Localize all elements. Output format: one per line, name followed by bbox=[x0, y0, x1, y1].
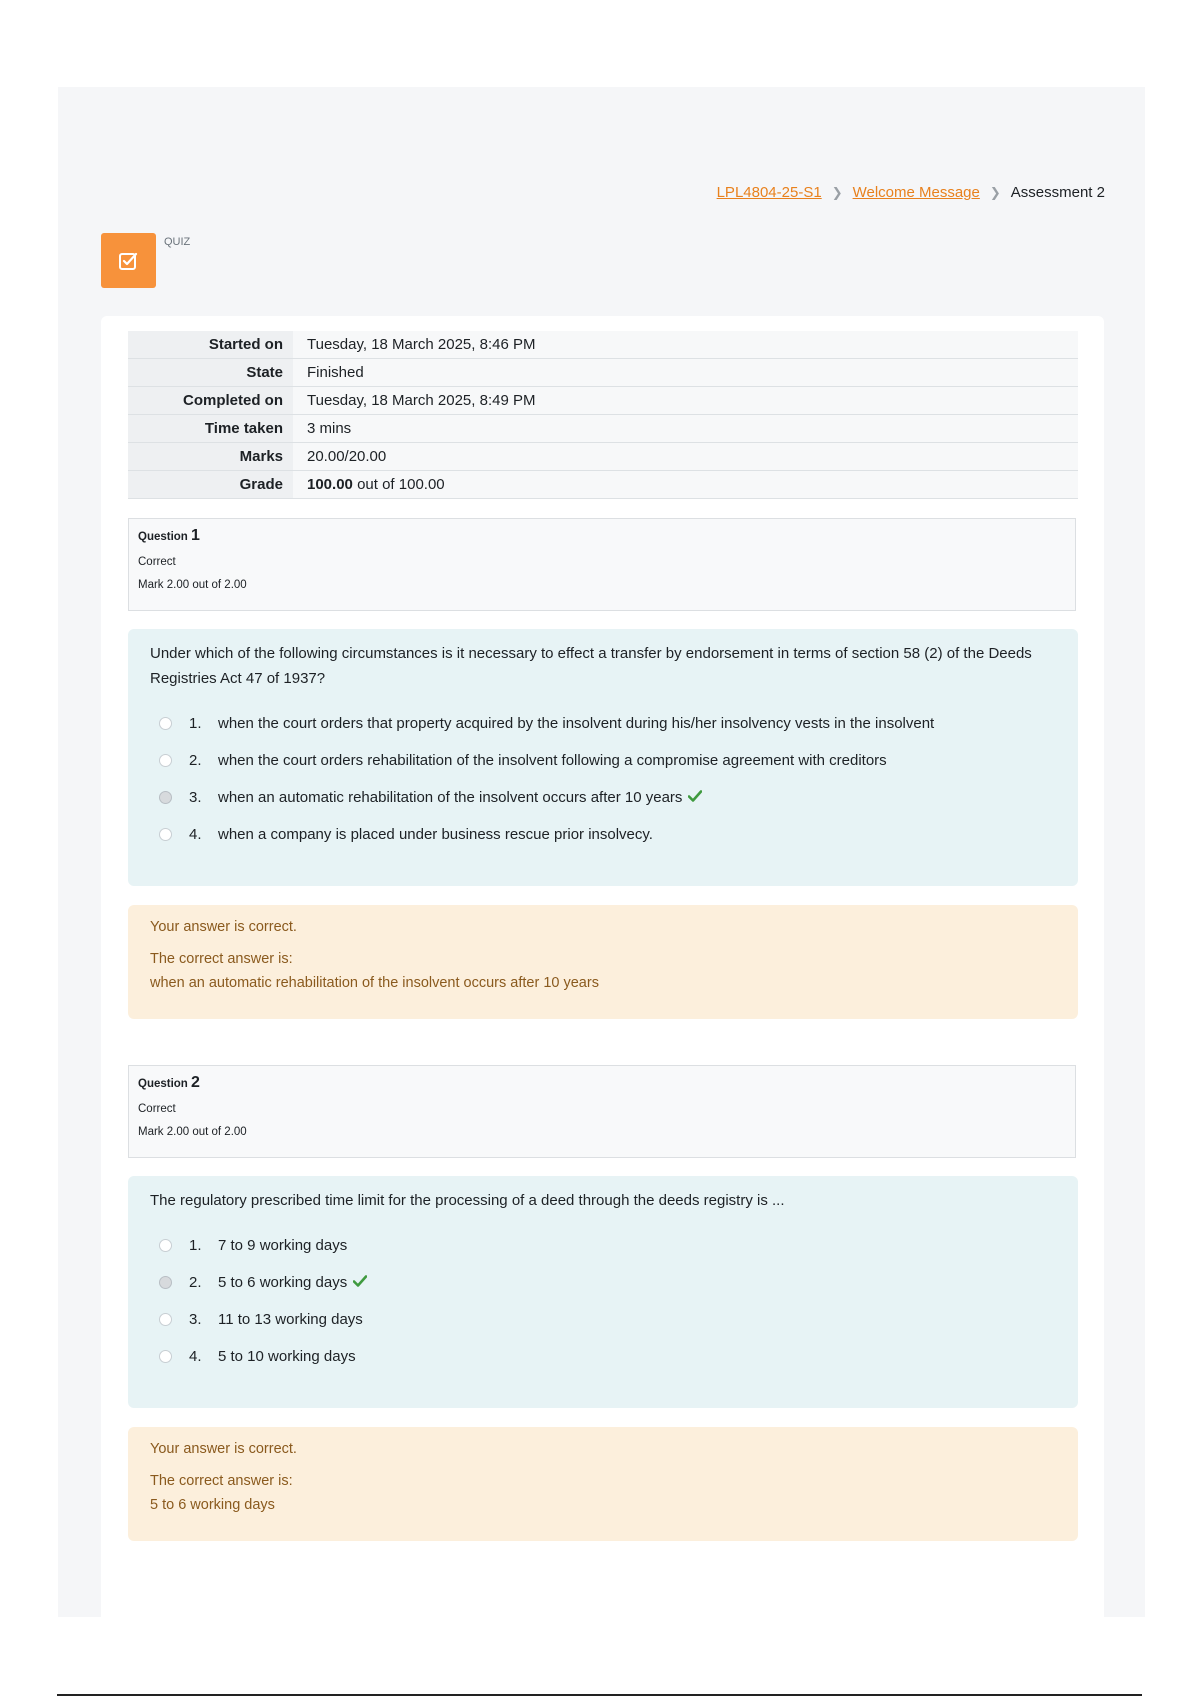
grade-suffix: out of 100.00 bbox=[357, 476, 445, 493]
summary-label: Started on bbox=[128, 331, 293, 359]
answer-radio[interactable] bbox=[159, 1350, 172, 1363]
question-info-box bbox=[128, 518, 1076, 611]
correct-check-icon bbox=[688, 789, 702, 806]
question-content bbox=[128, 629, 1078, 886]
answer-text: 11 to 13 working days bbox=[218, 1311, 363, 1328]
question-text: Under which of the following circumstances is it necessary to effect a transfer by endorsement in terms of section 58 (2) of the Deeds Registries Act 47 of 1937? bbox=[150, 645, 1032, 687]
answer-option[interactable] bbox=[150, 1301, 1056, 1338]
summary-row bbox=[128, 331, 1078, 359]
answer-number: 2. bbox=[189, 1274, 202, 1291]
answer-number: 4. bbox=[189, 1348, 202, 1365]
answer-radio[interactable] bbox=[159, 1313, 172, 1326]
breadcrumb-current: Assessment 2 bbox=[1010, 184, 1105, 201]
answer-text: 5 to 10 working days bbox=[218, 1348, 356, 1365]
answer-option[interactable] bbox=[150, 1227, 1056, 1264]
correct-answer-text: when an automatic rehabilitation of the insolvent occurs after 10 years bbox=[150, 975, 599, 991]
breadcrumb-section-link[interactable]: Welcome Message bbox=[852, 184, 980, 201]
answer-radio[interactable] bbox=[159, 717, 172, 730]
breadcrumb bbox=[717, 184, 1105, 201]
answer-radio[interactable] bbox=[159, 1239, 172, 1252]
answer-number: 4. bbox=[189, 826, 202, 843]
answer-number: 3. bbox=[189, 1311, 202, 1328]
answer-text: when a company is placed under business rescue prior insolvecy. bbox=[218, 826, 653, 843]
answer-option[interactable] bbox=[150, 705, 1056, 742]
summary-value bbox=[293, 471, 1078, 499]
answer-option[interactable] bbox=[150, 742, 1056, 779]
question-status: Correct bbox=[138, 556, 176, 568]
correct-answer-label: The correct answer is: bbox=[150, 1473, 293, 1489]
answer-text: 7 to 9 working days bbox=[218, 1237, 348, 1254]
chevron-right-icon: ❯ bbox=[831, 184, 843, 200]
answer-text: when an automatic rehabilitation of the insolvent occurs after 10 years bbox=[218, 789, 683, 806]
question-info-box bbox=[128, 1065, 1076, 1158]
feedback-status: Your answer is correct. bbox=[150, 1441, 297, 1457]
correct-answer-label: The correct answer is: bbox=[150, 951, 293, 967]
summary-row bbox=[128, 415, 1078, 443]
feedback-box bbox=[128, 1427, 1078, 1541]
quiz-review-card bbox=[101, 316, 1104, 1617]
attempt-summary-table bbox=[128, 331, 1078, 499]
summary-label: Marks bbox=[128, 443, 293, 471]
answer-option[interactable] bbox=[150, 779, 1056, 816]
quiz-checkbox-icon bbox=[101, 233, 156, 288]
answer-number: 1. bbox=[189, 1237, 202, 1254]
answer-text: when the court orders rehabilitation of the insolvent following a compromise agreement with creditors bbox=[218, 752, 887, 769]
summary-label: Completed on bbox=[128, 387, 293, 415]
answer-radio[interactable] bbox=[159, 828, 172, 841]
correct-answer-text: 5 to 6 working days bbox=[150, 1497, 275, 1513]
breadcrumb-course-link[interactable]: LPL4804-25-S1 bbox=[716, 184, 822, 201]
summary-label: State bbox=[128, 359, 293, 387]
answer-number: 3. bbox=[189, 789, 202, 806]
summary-value: Finished bbox=[293, 359, 1078, 387]
page-bottom-rule bbox=[57, 1694, 1142, 1696]
summary-value: Tuesday, 18 March 2025, 8:49 PM bbox=[293, 387, 1078, 415]
summary-label: Grade bbox=[128, 471, 293, 499]
grade-score: 100.00 bbox=[307, 476, 353, 493]
summary-value: 20.00/20.00 bbox=[293, 443, 1078, 471]
question-mark: Mark 2.00 out of 2.00 bbox=[138, 579, 247, 591]
question-number: Question 2 bbox=[138, 1074, 200, 1091]
chevron-right-icon: ❯ bbox=[989, 184, 1001, 200]
answer-radio[interactable] bbox=[159, 754, 172, 767]
summary-row bbox=[128, 359, 1078, 387]
answer-text: when the court orders that property acquired by the insolvent during his/her insolvency vests in the insolvent bbox=[218, 715, 935, 732]
summary-row bbox=[128, 387, 1078, 415]
summary-value: Tuesday, 18 March 2025, 8:46 PM bbox=[293, 331, 1078, 359]
answer-option[interactable] bbox=[150, 1338, 1056, 1375]
question-number: Question 1 bbox=[138, 527, 200, 544]
answer-radio[interactable] bbox=[159, 1276, 172, 1289]
answer-text: 5 to 6 working days bbox=[218, 1274, 348, 1291]
question-status: Correct bbox=[138, 1103, 176, 1115]
question-content bbox=[128, 1176, 1078, 1408]
answer-list bbox=[150, 1227, 1056, 1375]
feedback-box bbox=[128, 905, 1078, 1019]
summary-label: Time taken bbox=[128, 415, 293, 443]
question-mark: Mark 2.00 out of 2.00 bbox=[138, 1126, 247, 1138]
summary-row-grade bbox=[128, 471, 1078, 499]
correct-check-icon bbox=[353, 1274, 367, 1291]
question-text: The regulatory prescribed time limit for the processing of a deed through the deeds registry is ... bbox=[150, 1192, 785, 1209]
answer-list bbox=[150, 705, 1056, 853]
answer-radio[interactable] bbox=[159, 791, 172, 804]
activity-type-label: QUIZ bbox=[164, 236, 191, 248]
answer-number: 1. bbox=[189, 715, 202, 732]
page-frame bbox=[58, 87, 1145, 1617]
feedback-status: Your answer is correct. bbox=[150, 919, 297, 935]
answer-option[interactable] bbox=[150, 816, 1056, 853]
summary-value: 3 mins bbox=[293, 415, 1078, 443]
summary-row bbox=[128, 443, 1078, 471]
answer-number: 2. bbox=[189, 752, 202, 769]
answer-option[interactable] bbox=[150, 1264, 1056, 1301]
